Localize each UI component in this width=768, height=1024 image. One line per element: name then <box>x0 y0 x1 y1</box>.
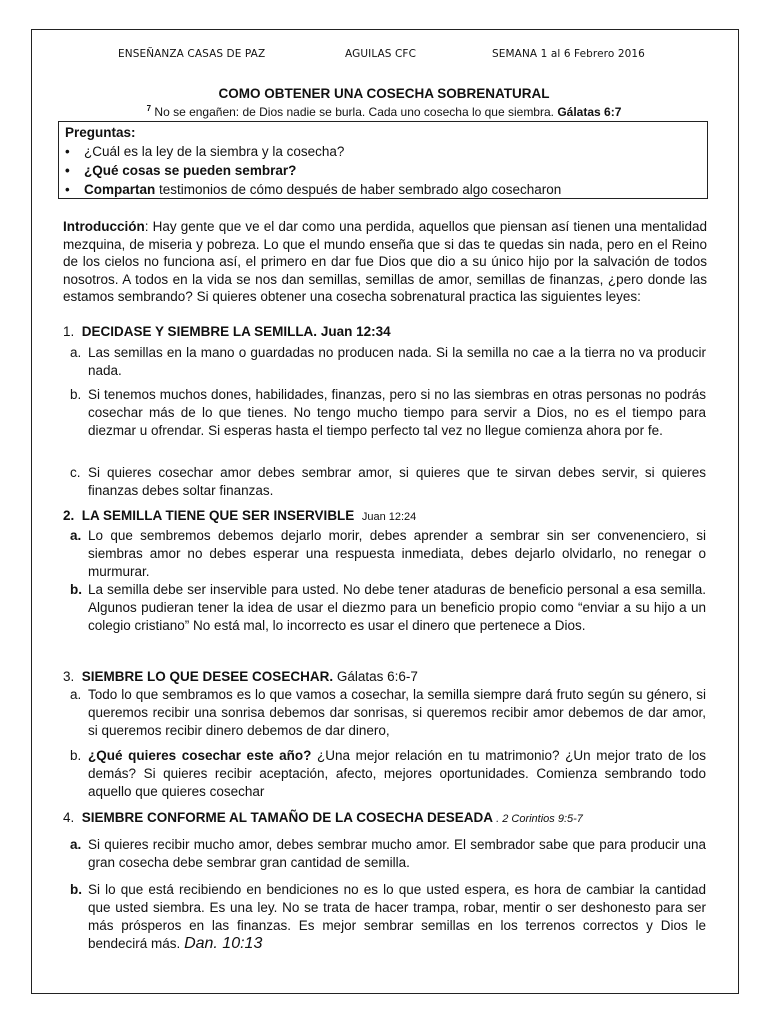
section-2-item-b: b. La semilla debe ser inservible para usted. No debe tener ataduras de beneficio personal a esa semilla. Algunos pudieran tener la idea de usar el diezmo para un beneficio propio como “enviar a su hijo a un colegio cristiano” No está mal, lo incorrecto es usar el dinero que pertenece a Dios. <box>70 582 706 633</box>
section-1-item-a: a. Las semillas en la mano o guardadas no producen nada. Si la semilla no cae a la tierra no va producir nada. <box>70 345 706 378</box>
question-2: • ¿Qué cosas se pueden sembrar? <box>65 161 701 180</box>
questions-box <box>58 121 708 199</box>
header-right: SEMANA 1 al 6 Febrero 2016 <box>492 48 645 60</box>
section-1-item-c: c. Si quieres cosechar amor debes sembrar amor, si quieres que te sirvan debes servir, si quieres finanzas debes soltar finanzas. <box>70 465 706 498</box>
section-2-heading: 2. LA SEMILLA TIENE QUE SER INSERVIBLE Juan 12:24 <box>63 508 417 523</box>
section-4-heading: 4. SIEMBRE CONFORME AL TAMAÑO DE LA COSECHA DESEADA . 2 Corintios 9:5-7 <box>63 810 583 825</box>
section-1-item-b: b. Si tenemos muchos dones, habilidades, finanzas, pero si no las siembras en otras personas no podrás cosechar más de lo que tienes. No tengo mucho tiempo para servir a Dios, no es el tiempo para diezmar u ofrendar. Si esperas hasta el tiempo perfecto tal vez no llegue comienza ahora por fe. <box>70 387 706 438</box>
section-2-item-a: a. Lo que sembremos debemos dejarlo morir, debes aprender a sembrar sin ser convenenciero, si siembras amor no debes esperar una respuesta inmediata, debes dejarlo olvidarlo, no renegar o murmurar. <box>70 528 706 579</box>
section-3-heading: 3. SIEMBRE LO QUE DESEE COSECHAR. Gálatas 6:6-7 <box>63 669 418 684</box>
scripture-reference: Dan. 10:13 <box>184 935 263 952</box>
document-title: COMO OBTENER UNA COSECHA SOBRENATURAL <box>218 86 550 101</box>
header-left: ENSEÑANZA CASAS DE PAZ <box>118 48 266 60</box>
questions-heading: Preguntas: <box>65 125 136 140</box>
section-3-item-b: b. ¿Qué quieres cosechar este año? ¿Una mejor relación en tu matrimonio? ¿Un mejor trato de los demás? Si quieres recibir aceptación, afecto, mejores oportunidades. Comienza sembrando todo aquello que quieres cosechar <box>70 748 706 799</box>
section-1-heading: 1. DECIDASE Y SIEMBRE LA SEMILLA. Juan 12:34 <box>63 324 391 339</box>
epigraph-verse: $^7$ No se engañen: de Dios nadie se burla. Cada uno cosecha lo que siembra. Gálatas 6:7 <box>146 104 622 119</box>
section-4-item-b: b. Si lo que está recibiendo en bendiciones no es lo que usted espera, es hora de cambiar la cantidad que usted siembra. Es una ley. No se trata de hacer trampa, robar, mentir o ser deshonesto para ser más prósperos en las finanzas. Es mejor sembrar semillas en los terrenos correctos y Dios le bendecirá más. Dan. 10:13 <box>70 882 706 952</box>
question-3: • Compartan testimonios de cómo después de haber sembrado algo cosecharon <box>65 180 701 199</box>
introduction: Introducción: Hay gente que ve el dar como una perdida, aquellos que piensan así tienen una mentalidad mezquina, de miseria y pobreza. Lo que el mundo enseña que si das te quedas sin nada, pero en el Reino de los cielos no funciona así, el primero en dar fue Dios que dio a su único hijo por la salvación de todos nosotros. A todos en la vida se nos dan semillas, semillas de amor, semillas de finanzas, ¿pero donde las estamos sembrando? Si quieres obtener una cosecha sobrenatural practica las siguientes leyes: <box>63 219 707 304</box>
section-3-item-a: a. Todo lo que sembramos es lo que vamos a cosechar, la semilla siempre dará fruto según su género, si queremos recibir una sonrisa debemos dar sonrisas, si queremos recibir amor debemos de dar amor, si queremos recibir dinero debemos de dar dinero, <box>70 687 706 738</box>
question-1: • ¿Cuál es la ley de la siembra y la cosecha? <box>65 142 701 161</box>
section-4-item-a: a. Si quieres recibir mucho amor, debes sembrar mucho amor. El sembrador sabe que para producir una gran cosecha debe sembrar gran cantidad de semilla. <box>70 837 706 870</box>
header-center: AGUILAS CFC <box>345 48 416 60</box>
